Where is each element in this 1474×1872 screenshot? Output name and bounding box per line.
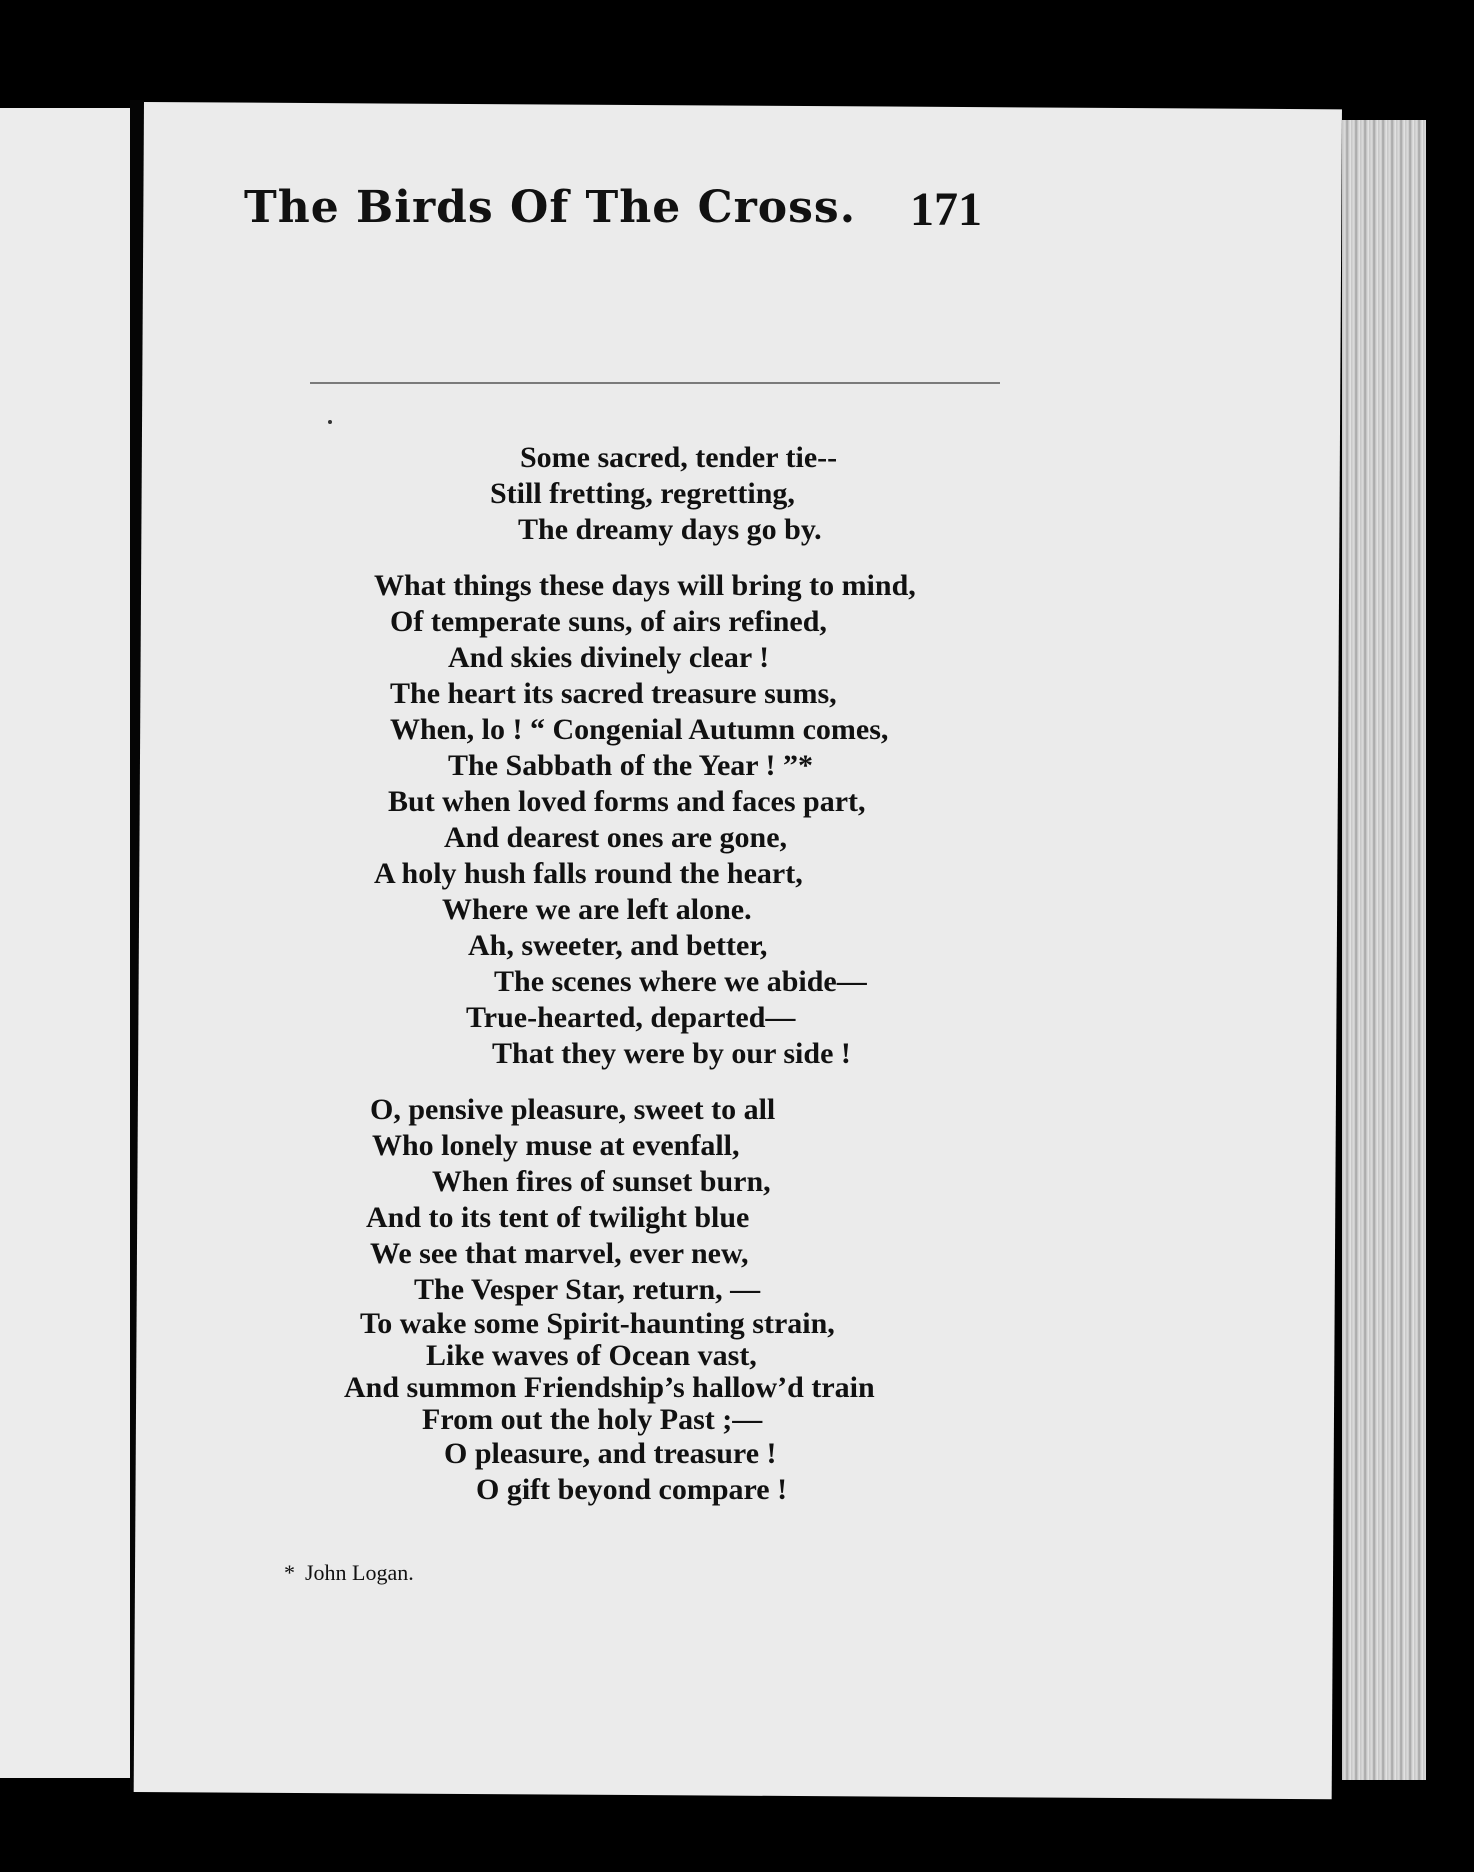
poem-line: O, pensive pleasure, sweet to all — [370, 1093, 776, 1126]
page-number: 171 — [910, 183, 982, 236]
poem-line: O pleasure, and treasure ! — [444, 1437, 777, 1470]
poem-line: O gift beyond compare ! — [476, 1473, 788, 1506]
footnote — [284, 1560, 414, 1586]
poem-line: Where we are left alone. — [442, 893, 752, 926]
poem-line: And dearest ones are gone, — [444, 821, 788, 854]
poem-line: Some sacred, tender tie-- — [520, 441, 838, 474]
poem-line: To wake some Spirit-haunting strain, — [360, 1307, 835, 1340]
poem-line: Of temperate suns, of airs refined, — [390, 605, 827, 638]
poem-line: The Sabbath of the Year ! ”* — [448, 749, 814, 782]
footnote-mark: * — [284, 1560, 295, 1585]
running-title: The Birds Of The Cross. — [244, 182, 857, 233]
header-rule — [310, 382, 1000, 384]
poem-line: And to its tent of twilight blue — [366, 1201, 750, 1234]
poem-line: True-hearted, departed— — [466, 1001, 796, 1034]
footnote-text: John Logan. — [305, 1560, 414, 1585]
poem-line: But when loved forms and faces part, — [388, 785, 866, 818]
poem-line: The heart its sacred treasure sums, — [390, 677, 837, 710]
poem-line: The Vesper Star, return, — — [414, 1273, 761, 1306]
dust-speck — [328, 420, 332, 424]
poem-line: From out the holy Past ;— — [422, 1403, 763, 1436]
poem-line: When fires of sunset burn, — [432, 1165, 771, 1198]
poem-line: When, lo ! “ Congenial Autumn comes, — [390, 713, 889, 746]
page-edges — [1342, 120, 1426, 1780]
poem-line: We see that marvel, ever new, — [370, 1237, 749, 1270]
poem-line: And summon Friendship’s hallow’d train — [344, 1371, 875, 1404]
poem-line: Who lonely muse at evenfall, — [372, 1129, 740, 1162]
poem-line: Still fretting, regretting, — [490, 477, 795, 510]
poem-line: That they were by our side ! — [492, 1037, 851, 1070]
page-header — [244, 182, 994, 282]
poem-line: And skies divinely clear ! — [448, 641, 770, 674]
poem-line: A holy hush falls round the heart, — [374, 857, 803, 890]
poem-line: What things these days will bring to mind, — [374, 569, 916, 602]
poem-line: Like waves of Ocean vast, — [426, 1339, 757, 1372]
facing-page-edge — [0, 108, 130, 1778]
poem-line: Ah, sweeter, and better, — [468, 929, 768, 962]
poem-line: The scenes where we abide— — [494, 965, 867, 998]
poem-line: The dreamy days go by. — [518, 513, 822, 546]
